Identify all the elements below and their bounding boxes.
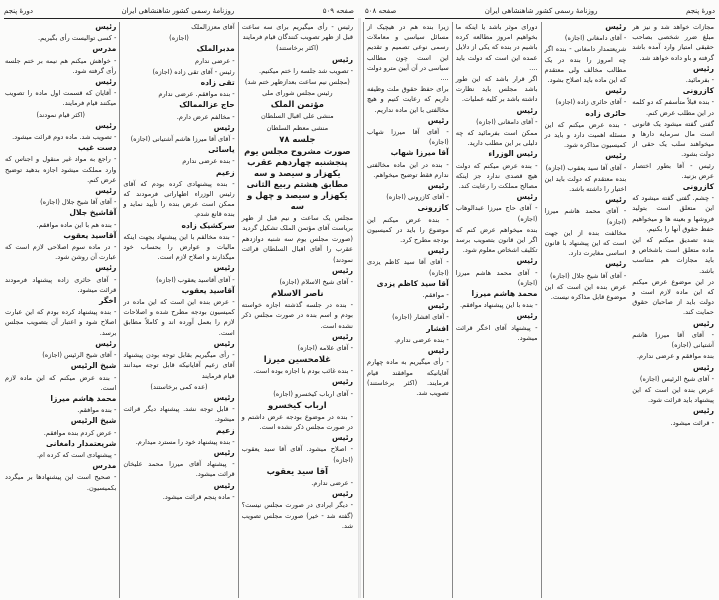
- paragraph: - بنده موافقم. عرضی ندارم: [158, 90, 235, 99]
- paragraph: - آقای محمد هاشم میرزا (اجازه): [544, 207, 627, 226]
- paragraph: ممکن است بفرمائید که چه دلیلی بر این مطلب دارید.: [455, 129, 538, 148]
- paragraph: - بنده پیشنهادی کرده بودم که آقای رئیس الوزراء اظهاراتی فرمودند که ممکن است عرض بنده را تأیید نماید و بنده قانع شدم.: [123, 179, 235, 219]
- columns: [2, 22, 356, 598]
- speaker-name: رئیس: [692, 63, 714, 73]
- paragraph: - بنده غائب بودم با اجازه بوده است.: [253, 367, 353, 376]
- paragraph: عرض بنده این است که این پیشنهاد باید قرائت شود.: [632, 385, 714, 405]
- speaker-name: رئیس: [605, 151, 627, 161]
- speaker-name: رئیس: [95, 120, 117, 130]
- section-heading: مؤتمن الملک: [270, 99, 324, 110]
- speaker-name: آقاسید یعقوب: [181, 285, 235, 295]
- paragraph: - راجع به مواد غیر منقول و اجناس که وارد مملکت میشود اجازه بدهید توضیح عرض کنم.: [5, 155, 117, 184]
- paragraph: - رأی میگیریم بقابل توجه بودن پیشنهاد آقای زعیم آقایانیکه قابل توجه میدانند قیام فرمایند: [123, 351, 235, 380]
- speaker-name: محمد هاشم میرزا: [471, 289, 538, 299]
- speaker-name: رئیس: [213, 263, 235, 273]
- speaker-name: رئیس: [692, 406, 714, 416]
- centered-note: (اکثر برخاستند): [276, 44, 319, 53]
- newspaper-title: روزنامهٔ رسمی کشور شاهنشاهی ایران: [484, 7, 598, 15]
- speaker-name: آقا سید کاظم یزدی: [376, 278, 449, 288]
- paragraph: - آقای آقا سید یعقوب (اجازه): [545, 163, 627, 172]
- page-number: صفحه ۵۰۸: [365, 7, 397, 15]
- speaker-name: مدبرالملک: [196, 44, 235, 54]
- speaker-name: رئیس: [605, 86, 627, 96]
- paragraph: - آقای آقا میرزا هاشم آشتیانی (اجازه): [130, 135, 235, 144]
- paragraph: - بنده عرضی ندارم: [182, 157, 235, 166]
- paragraph: (صورت مجلس یوم سه شنبه دوازدهم عقرب را آقای اقبال السلطان قرائت نمودند): [241, 235, 353, 264]
- speaker-name: رئیس: [516, 311, 538, 321]
- paragraph: - صحیح است این پیشنهادها بر میگردد بکمیسیون.: [5, 473, 117, 492]
- columns: [363, 22, 717, 598]
- paragraph: اگر قرار باشد که این طور باشد مجلس باید نظارت داشته باشد بر کلیه عملیات.: [455, 75, 538, 104]
- paragraph: - مخالفم عرض دارم.: [176, 112, 235, 121]
- speaker-name: رئیس: [95, 186, 117, 196]
- paragraph: - خواهش میکنم هم نیمه بر ختم جلسه رأی گرفته شود.: [5, 56, 117, 75]
- speaker-name: مدرس: [92, 461, 117, 471]
- paragraph: شریعتمدار دامغانی - بنده اگر چه امروز را بنده در یک مطالب مخالف ولی معتقدم که این ماده باید اصلاح بشود.: [544, 45, 627, 85]
- paragraph: - آقای آقا شیخ جلال (اجازه): [549, 271, 627, 280]
- paragraph: - پیشنهادی است که کرده ام.: [36, 450, 117, 459]
- paragraph: - آقای علامه (اجازه): [297, 344, 353, 353]
- speaker-name: سرکشیک زاده: [181, 220, 235, 230]
- paragraph: - بنده در این ماده مخالفتی ندارم فقط توضیح میخواهم.: [367, 160, 449, 179]
- text-column: [2, 22, 119, 598]
- speaker-name: افشار: [426, 323, 449, 333]
- paragraph: - آقای حائری زاده (اجازه): [555, 98, 627, 107]
- paragraph: - بنده با این پیشنهاد موافقم.: [459, 301, 538, 310]
- paragraph: - آقای حائری زاده پیشنهاد فرمودند قرائت میشود.: [5, 275, 117, 294]
- paragraph: - بنده هم با این ماده موافقم.: [36, 220, 117, 229]
- text-column: [541, 22, 630, 598]
- speaker-name: شیخ الرئیس: [70, 416, 117, 426]
- newspaper-title: روزنامهٔ رسمی کشور شاهنشاهی ایران: [121, 7, 235, 15]
- paragraph: رئیس - آقا بطور اختصار عرض بزنید.: [632, 161, 714, 180]
- speaker-name: اخگر: [99, 296, 117, 306]
- speaker-name: تقی زاده: [200, 78, 235, 88]
- speaker-name: رئیس: [427, 115, 449, 125]
- paragraph: - اصلاح میشود. آقای آقا سید یعقوب (اجازه): [241, 445, 353, 464]
- speaker-name: رئیس: [213, 447, 235, 457]
- section-heading: جلسه ۷۸: [279, 133, 316, 144]
- text-column: [363, 22, 452, 598]
- paragraph: - آقای آقا سید کاظم یزدی (اجازه): [367, 258, 449, 277]
- paragraph: - بنده قبلاً متأسفم که دو کلمه در این مطلب عرض کنم.: [632, 98, 714, 117]
- paragraph: - تصویب شد. ماده دوم قرائت میشود.: [12, 133, 117, 142]
- paragraph: - آقای شیخ الرئیس (اجازه): [639, 374, 714, 383]
- section-heading: غلامحسین میرزا: [263, 354, 331, 365]
- centered-note: (اجازه): [169, 34, 189, 43]
- page-508: [361, 0, 719, 600]
- paragraph: - قابل توجه نشد. پیشنهاد دیگر قرائت میشود.: [123, 405, 235, 424]
- paragraph: بنده تصدیق میکنم که این ماده متعلق است باشخاص و باید مجازات هم متناسب باشد.: [632, 236, 714, 275]
- page-509: [0, 0, 358, 600]
- paragraph: - آقای آقا میرزا هاشم آشتیانی (اجازه): [632, 330, 714, 350]
- speaker-name: رئیس: [605, 22, 627, 31]
- speaker-name: شریعتمدار دامغانی: [45, 438, 117, 448]
- centered-note: منشی علی اقبال السلطان: [260, 112, 334, 121]
- paragraph: - عرضی ندارم: [195, 56, 235, 65]
- paragraph: - آقای آقا میرزا شهاب (اجازه): [367, 128, 449, 147]
- paragraph: زیرا بنده هم در هیچیک از مسائل سیاسی و معاملات رسمی نوعی تصمیم و تقدیم این است چون مطالب سیاسی در آن آیین مترو دولت ....: [367, 23, 449, 83]
- text-column: [452, 22, 541, 598]
- paragraph: - بنده موافقم.: [77, 406, 117, 415]
- paragraph: - بنده پیشنهاد خود را مسترد میدارم.: [135, 437, 235, 446]
- paragraph: دورای موثر باشد یا اینکه ما بخواهیم امروز مطالعه کرده باشیم در بنده که یکی از دلایل عمده این است که دولت باید ....: [455, 23, 538, 72]
- speaker-name: کازرونی: [417, 203, 449, 213]
- page-header: [365, 4, 715, 19]
- page-number: صفحه ۵۰۹: [322, 7, 354, 15]
- centered-note: (عده کمی برخاستند): [150, 382, 208, 391]
- speaker-name: آقا میرزا شهاب: [390, 148, 449, 158]
- speaker-name: رئیس: [331, 377, 353, 387]
- paragraph: - در ماده سوم اصلاحی لازم است که عبارت آن روشن شود.: [5, 243, 117, 262]
- section-heading: صورت مشروح مجلس یوم پنجشنبه چهاردهم عقرب یکهزار و سیصد و سه مطابق هشتم ربیع الثانی یکهزار و سیصد و چهل و سه: [244, 145, 351, 211]
- paragraph: - بنده عرض میکنم این موضوع را باید در کمیسیون بودجه مطرح کرد.: [367, 215, 449, 245]
- paragraph: برای حفظ حقوق ملت وظیفه داریم که رعایت کنیم و هیچ مخالفتی با این ماده نداریم.: [367, 85, 449, 114]
- speaker-name: رئیس: [331, 331, 353, 341]
- speaker-name: رئیس: [95, 77, 117, 87]
- paragraph: مجازات خواهد شد و نیز هر مبلغ ضرر شخصی بصاحب حقیقی امتیاز وارد آمده باشد گرفته و باو داده خواهد شد.: [632, 23, 714, 62]
- section-heading: ارباب کیخسرو: [268, 399, 327, 410]
- paragraph: - آقای دامغانی (اجازه): [564, 34, 627, 43]
- speaker-name: رئیس الوزراء: [488, 149, 538, 159]
- section-heading: آقا سید یعقوب: [266, 465, 329, 476]
- paragraph: - بفرمائید.: [685, 76, 714, 85]
- speaker-name: رئیس: [331, 265, 353, 275]
- speaker-name: رئیس: [95, 338, 117, 348]
- paragraph: - بنده در موضوع بودجه عرض داشتم و در صورت مجلس ذکر نشده است.: [241, 412, 353, 432]
- paragraph: - آقای حاج میرزا عبدالوهاب (اجازه): [455, 204, 538, 223]
- text-column: [119, 22, 237, 598]
- speaker-name: رئیس: [516, 192, 538, 202]
- speaker-name: رئیس: [95, 22, 117, 31]
- speaker-name: رئیس: [427, 301, 449, 311]
- paragraph: مجلس یک ساعت و نیم قبل از ظهر بریاست آقای مؤتمن الملک تشکیل گردید: [241, 213, 353, 233]
- speaker-name: رئیس: [427, 346, 449, 356]
- paragraph: - عرضی ندارم.: [311, 478, 353, 487]
- paragraph: - بنده مخالفم با این پیشنهاد بجهت اینکه مالیات و عوارض را بحساب خود میگذارند و اصلاح لازم است.: [123, 232, 235, 262]
- speaker-name: زعیم: [216, 425, 235, 435]
- paragraph: - پیشنهاد آقای میرزا محمد علیخان قرائت میشود.: [123, 460, 235, 479]
- centered-note: (مجلس نیم ساعت بعدازظهر ختم شد): [244, 78, 350, 87]
- speaker-name: دست غیب: [77, 143, 117, 153]
- speaker-name: زعیم: [216, 167, 235, 177]
- speaker-name: حاج عزالممالک: [179, 100, 235, 110]
- paragraph: بنده میخواهم عرض کنم که اگر این قانون بتصویب برسد تکلیف اشخاص معلوم شود.: [455, 225, 538, 255]
- paragraph: - بنده عرض میکنم که این مسئله اهمیت دارد و باید در کمیسیون مذاکره شود.: [544, 120, 627, 150]
- speaker-name: آقاسید یعقوب: [63, 230, 117, 240]
- speaker-name: رئیس: [95, 263, 117, 273]
- speaker-name: رئیس: [331, 489, 353, 499]
- speaker-name: رئیس: [427, 246, 449, 256]
- speaker-name: محمد هاشم میرزا: [50, 393, 117, 403]
- paragraph: - آقای ارباب کیخسرو (اجازه): [273, 389, 353, 398]
- speaker-name: مدرس: [92, 44, 117, 54]
- speaker-name: شیخ الرئیس: [70, 361, 117, 371]
- paragraph: بنده موافقم و عرضی ندارم.: [636, 352, 714, 361]
- paragraph: گفتی گفته میشود یک قانونی است مال سرمایه دارها و میخواهند سلب یک حقی از دولت بشود.: [632, 119, 714, 159]
- paragraph: - آقایان که قسمت اول ماده را تصویب میکنند قیام فرمایند.: [5, 89, 117, 108]
- section-heading: ناصر الاسلام: [271, 288, 324, 299]
- speaker-name: رئیس: [213, 480, 235, 490]
- speaker-name: رئیس: [213, 392, 235, 402]
- paragraph: مخالفت بنده از این جهت است که این پیشنهاد با قانون اساسی مغایرت دارد.: [544, 228, 627, 258]
- paragraph: - قرائت میشود.: [670, 418, 714, 427]
- paragraph: - بنده عرض میکنم که این ماده لازم است.: [5, 373, 117, 392]
- paragraph: - تصویب شد جلسه را ختم میکنیم.: [259, 66, 353, 75]
- speaker-name: کازرونی: [682, 182, 714, 192]
- paragraph: عرض بنده این است که این موضوع قابل مذاکره نیست.: [544, 282, 627, 302]
- paragraph: - کسی توالیست رأی بگیریم.: [38, 34, 117, 43]
- paragraph: در این موضوع عرض میکنم که این ماده لازم است و دولت باید از صاحبان حقوق حمایت کند.: [632, 277, 714, 317]
- speaker-name: کازرونی: [682, 86, 714, 96]
- paragraph: - بنده عرضی ندارم.: [394, 335, 449, 344]
- paragraph: رئیس - آقای تقی زاده (اجازه): [152, 67, 235, 76]
- centered-note: منشی معظم السلطان: [266, 123, 329, 132]
- paragraph: رئیس - رأی میگیریم برای سه ساعت قبل از ظهر تصویب کنندگان قیام فرمایند: [241, 23, 353, 42]
- paragraph: - موافقم.: [422, 291, 449, 300]
- paragraph: - رأی میگیریم به ماده چهارم آقایانیکه موافقند قیام فرمایند. (اکثر برخاستند) تصویب شد.: [367, 358, 449, 397]
- session-label: دورهٔ پنجم: [4, 7, 34, 15]
- paragraph: - ماده پنجم قرائت میشود.: [162, 492, 235, 501]
- paragraph: - آقای آقا شیخ جلال (اجازه): [40, 198, 117, 207]
- paragraph: - عرض بنده این است که این ماده در کمیسیون بودجه مطرح شده و اصلاحات لازم را بعمل آورده اند و کاملاً مطابق است.: [123, 298, 235, 337]
- paragraph: - بنده عرض میکنم که دولت هیچ قصدی ندارد جز اینکه مصالح مملکت را رعایت کند.: [455, 161, 538, 191]
- paragraph: - چشم. گفتی گفته میشود که این متعلق است بتولید فروشها و بعینه ها و میخواهیم حفظ حقوق آنها را بکنیم.: [632, 194, 714, 233]
- speaker-name: رئیس: [605, 259, 627, 269]
- centered-note: (اکثر قیام نمودند): [36, 110, 85, 119]
- paragraph: - بنده پیشنهاد کرده بودم که این عبارت اصلاح شود و اعتبار آن بتصویب مجلس برسد.: [5, 308, 117, 337]
- paragraph: - پیشنهاد آقای اخگر قرائت میشود.: [455, 323, 538, 342]
- speaker-name: رئیس: [692, 362, 714, 372]
- text-column: [238, 22, 356, 598]
- paragraph: - دیگر ایرادی در صورت مجلس نیست؟ (گفته شد - خیر) صورت مجلس تصویب شد.: [241, 501, 353, 530]
- page-header: [4, 4, 354, 19]
- speaker-name: رئیس: [213, 122, 235, 132]
- speaker-name: رئیس: [692, 318, 714, 328]
- paragraph: - آقای شیخ الرئیس (اجازه): [42, 351, 117, 360]
- paragraph: - آقای دامغانی (اجازه): [476, 117, 538, 126]
- paragraph: - آقای محمد هاشم میرزا (اجازه): [455, 268, 538, 287]
- paragraph: آقای معززالملک: [191, 23, 235, 31]
- paragraph: - آقای کازرونی (اجازه): [386, 193, 449, 202]
- speaker-name: رئیس: [516, 256, 538, 266]
- paragraph: - آقای آقاسید یعقوب (اجازه): [156, 275, 235, 284]
- text-column: [629, 22, 717, 598]
- speaker-name: رئیس: [605, 195, 627, 205]
- speaker-name: یاسائی: [208, 145, 235, 155]
- centered-note: رئیس مجلس شورای ملی: [262, 89, 333, 98]
- paragraph: - بنده در جلسه گذشته اجازه خواسته بودم و اسم بنده در صورت مجلس ذکر نشده است.: [241, 301, 353, 330]
- paragraph: - عرض کردم بنده موافقم.: [43, 428, 117, 437]
- session-label: دورهٔ پنجم: [685, 7, 715, 15]
- paragraph: بنده معتقدم که دولت باید این اختیار را داشته باشد.: [544, 174, 627, 194]
- speaker-name: آقاشیخ جلال: [69, 208, 117, 218]
- speaker-name: رئیس: [331, 54, 353, 64]
- speaker-name: رئیس: [516, 105, 538, 115]
- paragraph: - آقای شیخ الاسلام (اجازه): [279, 278, 353, 287]
- paragraph: - آقای افشار (اجازه): [392, 313, 449, 322]
- speaker-name: رئیس: [213, 338, 235, 348]
- speaker-name: حائری زاده: [585, 108, 627, 118]
- speaker-name: رئیس: [427, 181, 449, 191]
- speaker-name: رئیس: [331, 433, 353, 443]
